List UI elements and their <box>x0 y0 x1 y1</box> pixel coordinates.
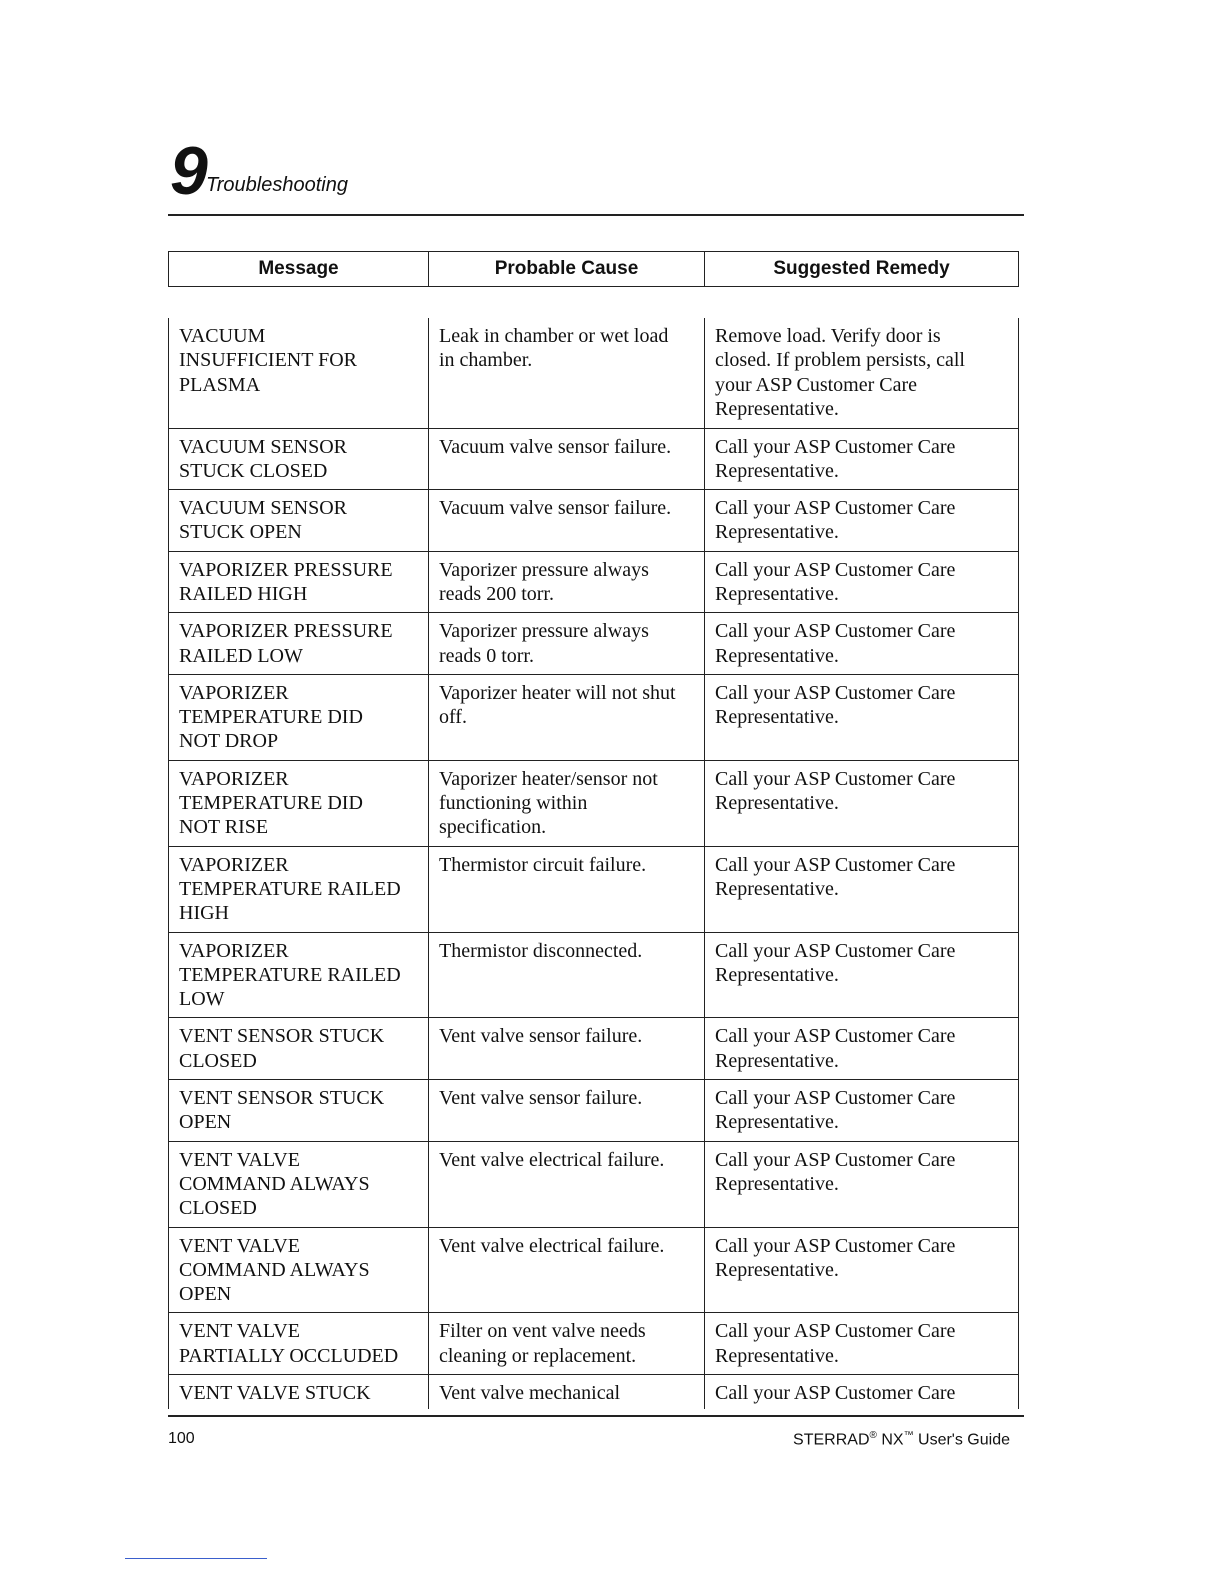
cell-message: VAPORIZER TEMPERATURE RAILED HIGH <box>169 846 429 932</box>
cell-cause: Thermistor disconnected. <box>429 932 705 1018</box>
table-row <box>169 846 1019 932</box>
table-row <box>169 490 1019 552</box>
table-body <box>169 318 1019 1409</box>
table-header-row <box>169 252 1019 287</box>
cell-remedy: Call your ASP Customer Care Representative. <box>705 932 1019 1018</box>
cell-message: VAPORIZER TEMPERATURE DID NOT DROP <box>169 674 429 760</box>
cell-remedy: Call your ASP Customer Care Representative. <box>705 1080 1019 1142</box>
registered-mark: ® <box>869 1430 877 1441</box>
cell-message: VENT SENSOR STUCK OPEN <box>169 1080 429 1142</box>
table-row <box>169 428 1019 490</box>
cell-cause: Vent valve sensor failure. <box>429 1018 705 1080</box>
table-row <box>169 760 1019 846</box>
table-row <box>169 1141 1019 1227</box>
cell-message: VAPORIZER PRESSURE RAILED HIGH <box>169 551 429 613</box>
table-row <box>169 674 1019 760</box>
table-row <box>169 932 1019 1018</box>
cell-remedy: Call your ASP Customer Care Representative. <box>705 490 1019 552</box>
cell-message: VAPORIZER PRESSURE RAILED LOW <box>169 613 429 675</box>
cell-cause: Vaporizer pressure always reads 0 torr. <box>429 613 705 675</box>
header-rule <box>168 214 1024 216</box>
column-header-suggested-remedy: Suggested Remedy <box>705 252 1019 287</box>
cell-remedy: Call your ASP Customer Care Representative. <box>705 428 1019 490</box>
table-row <box>169 613 1019 675</box>
cell-remedy: Call your ASP Customer Care Representative. <box>705 1313 1019 1375</box>
cell-remedy: Call your ASP Customer Care Representative. <box>705 1141 1019 1227</box>
cell-message: VENT VALVE COMMAND ALWAYS CLOSED <box>169 1141 429 1227</box>
table-row <box>169 551 1019 613</box>
cell-remedy: Call your ASP Customer Care Representative. <box>705 846 1019 932</box>
cell-remedy: Call your ASP Customer Care Representative. <box>705 613 1019 675</box>
cell-cause: Vent valve sensor failure. <box>429 1080 705 1142</box>
table-row <box>169 318 1019 428</box>
table-row <box>169 1375 1019 1410</box>
cell-remedy: Call your ASP Customer Care Representative. <box>705 760 1019 846</box>
page-number: 100 <box>168 1430 195 1447</box>
cell-cause: Vent valve electrical failure. <box>429 1141 705 1227</box>
table-row <box>169 1018 1019 1080</box>
cell-remedy: Remove load. Verify door is closed. If problem persists, call your ASP Customer Care Representative. <box>705 318 1019 428</box>
guide-title <box>793 1430 1010 1449</box>
bottom-link-line <box>125 1558 267 1559</box>
cell-message: VAPORIZER TEMPERATURE DID NOT RISE <box>169 760 429 846</box>
product-name: NX <box>881 1431 904 1449</box>
guide-suffix: User's Guide <box>918 1431 1010 1449</box>
cell-message: VACUUM SENSOR STUCK CLOSED <box>169 428 429 490</box>
cell-cause: Vent valve electrical failure. <box>429 1227 705 1313</box>
chapter-title: Troubleshooting <box>206 174 348 196</box>
trademark-mark: ™ <box>903 1430 914 1441</box>
cell-message: VACUUM INSUFFICIENT FOR PLASMA <box>169 318 429 428</box>
cell-remedy: Call your ASP Customer Care <box>705 1375 1019 1410</box>
cell-message: VENT VALVE PARTIALLY OCCLUDED <box>169 1313 429 1375</box>
table-row <box>169 1313 1019 1375</box>
footer-rule <box>168 1415 1024 1417</box>
cell-message: VENT VALVE COMMAND ALWAYS OPEN <box>169 1227 429 1313</box>
troubleshooting-table <box>168 318 1019 1409</box>
cell-message: VENT SENSOR STUCK CLOSED <box>169 1018 429 1080</box>
cell-remedy: Call your ASP Customer Care Representative. <box>705 551 1019 613</box>
cell-remedy: Call your ASP Customer Care Representative. <box>705 674 1019 760</box>
brand-name: STERRAD <box>793 1431 870 1449</box>
table-row <box>169 1080 1019 1142</box>
cell-cause: Vaporizer heater will not shut off. <box>429 674 705 760</box>
cell-message: VENT VALVE STUCK <box>169 1375 429 1410</box>
column-header-probable-cause: Probable Cause <box>429 252 705 287</box>
cell-remedy: Call your ASP Customer Care Representative. <box>705 1227 1019 1313</box>
cell-cause: Filter on vent valve needs cleaning or replacement. <box>429 1313 705 1375</box>
cell-message: VAPORIZER TEMPERATURE RAILED LOW <box>169 932 429 1018</box>
column-header-message: Message <box>169 252 429 287</box>
cell-cause: Vacuum valve sensor failure. <box>429 428 705 490</box>
cell-cause: Leak in chamber or wet load in chamber. <box>429 318 705 428</box>
cell-message: VACUUM SENSOR STUCK OPEN <box>169 490 429 552</box>
cell-remedy: Call your ASP Customer Care Representative. <box>705 1018 1019 1080</box>
chapter-number: 9 <box>170 133 208 209</box>
table-row <box>169 1227 1019 1313</box>
cell-cause: Vaporizer pressure always reads 200 torr. <box>429 551 705 613</box>
cell-cause: Thermistor circuit failure. <box>429 846 705 932</box>
cell-cause: Vacuum valve sensor failure. <box>429 490 705 552</box>
cell-cause: Vent valve mechanical <box>429 1375 705 1410</box>
cell-cause: Vaporizer heater/sensor not functioning within specification. <box>429 760 705 846</box>
table-header <box>168 251 1019 287</box>
